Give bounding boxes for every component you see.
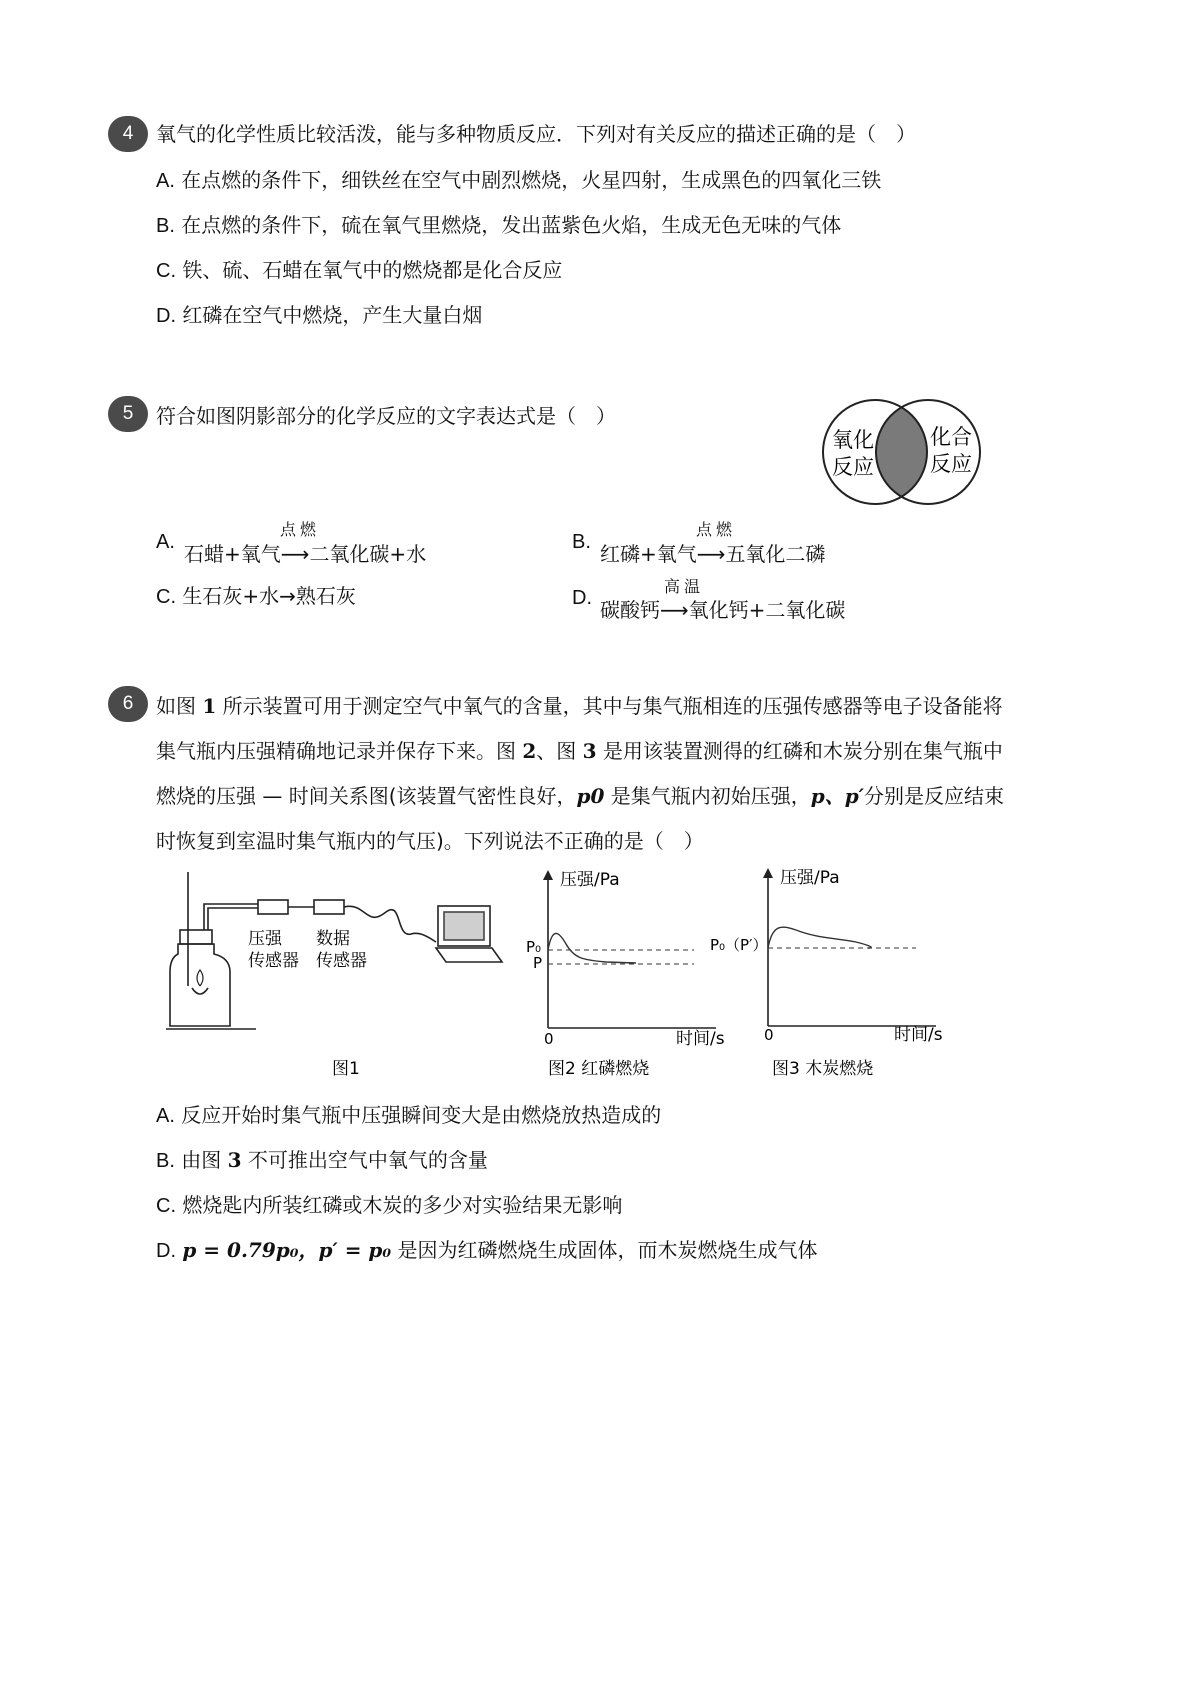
option-text: 铁、硫、石蜡在氧气中的燃烧都是化合反应 bbox=[182, 258, 563, 282]
laptop-keyboard bbox=[436, 948, 502, 962]
reactants: 生石灰+水 bbox=[182, 584, 280, 608]
option-text: 在点燃的条件下，硫在氧气里燃烧，发出蓝紫色火焰，生成无色无味的气体 bbox=[181, 213, 842, 237]
p-label: P bbox=[533, 954, 543, 972]
x-axis-label: 时间/s bbox=[894, 1025, 943, 1045]
figure-ref: 3 bbox=[582, 739, 597, 763]
option-text: 反应开始时集气瓶中压强瞬间变大是由燃烧放热造成的 bbox=[181, 1103, 662, 1127]
option-label: A. bbox=[156, 531, 175, 553]
pressure-time-graph-charcoal bbox=[710, 868, 943, 1078]
venn-right-label-2: 反应 bbox=[930, 452, 972, 476]
option-label: B. bbox=[572, 531, 591, 553]
figure-ref: 2 bbox=[522, 739, 537, 763]
y-axis-label: 压强/Pa bbox=[560, 870, 620, 890]
question-stem: 符合如图阴影部分的化学反应的文字表达式是（ ） bbox=[156, 404, 616, 428]
reaction-arrow: → bbox=[279, 584, 296, 608]
option-text: 红磷在空气中燃烧，产生大量白烟 bbox=[182, 303, 483, 327]
option-d bbox=[156, 301, 482, 330]
question-stem-line-4 bbox=[156, 827, 704, 855]
signal-cable bbox=[344, 906, 436, 942]
option-text: 由图 bbox=[181, 1148, 228, 1172]
reaction-condition: 高温 bbox=[664, 577, 705, 596]
stem-text: 、图 bbox=[536, 739, 583, 763]
question-stem-line-3 bbox=[156, 782, 1004, 810]
products: 二氧化碳+水 bbox=[309, 542, 427, 566]
reaction-arrow: ⟶ bbox=[660, 598, 689, 622]
products: 五氧化二磷 bbox=[725, 542, 826, 566]
products: 熟石灰 bbox=[295, 584, 356, 608]
y-axis-arrow bbox=[543, 870, 553, 880]
option-label: D. bbox=[156, 1240, 176, 1262]
option-d bbox=[156, 1236, 818, 1265]
venn-diagram bbox=[812, 394, 992, 514]
laptop-screen-inner bbox=[444, 912, 484, 940]
option-a bbox=[156, 1101, 661, 1130]
stem-text: 如图 bbox=[156, 694, 203, 718]
reaction-equation bbox=[600, 594, 845, 623]
pressure-sensor-label-2: 传感器 bbox=[248, 951, 299, 971]
option-text: 不可推出空气中氧气的含量 bbox=[241, 1148, 488, 1172]
question-stem-line-2 bbox=[156, 737, 1003, 765]
option-text: 燃烧匙内所装红磷或木炭的多少对实验结果无影响 bbox=[182, 1193, 623, 1217]
option-label: C. bbox=[156, 1195, 176, 1217]
figure-3-caption: 图3 木炭燃烧 bbox=[772, 1059, 874, 1078]
pressure-time-graph-red-phosphorus bbox=[526, 870, 725, 1078]
pressure-curve bbox=[548, 933, 636, 963]
option-label: D. bbox=[156, 305, 176, 327]
option-a bbox=[156, 166, 881, 195]
data-sensor-box bbox=[314, 900, 344, 914]
option-c bbox=[156, 582, 356, 611]
reaction-condition: 点燃 bbox=[696, 520, 737, 539]
stem-text: 燃烧的压强 — 时间关系图(该装置气密性良好， bbox=[156, 784, 577, 808]
figure-ref: 3 bbox=[227, 1148, 242, 1172]
x-axis-label: 时间/s bbox=[676, 1029, 725, 1049]
reaction-equation bbox=[184, 538, 426, 567]
question-stem-line-1 bbox=[156, 692, 1003, 720]
option-b bbox=[156, 211, 841, 240]
reaction-arrow: ⟶ bbox=[280, 542, 310, 566]
connecting-tube bbox=[204, 904, 258, 930]
experiment-figure bbox=[156, 868, 956, 1078]
option-c bbox=[156, 1191, 622, 1220]
products: 氧化钙+二氧化碳 bbox=[688, 598, 846, 622]
flame-icon bbox=[197, 970, 203, 986]
option-text: 是因为红磷燃烧生成固体，而木炭燃烧生成气体 bbox=[391, 1238, 818, 1262]
reaction-arrow: ⟶ bbox=[696, 542, 726, 566]
option-label: C. bbox=[156, 260, 176, 282]
venn-right-label-1: 化合 bbox=[930, 425, 972, 449]
option-label: C. bbox=[156, 586, 176, 608]
p0-label: P₀ bbox=[526, 938, 542, 956]
stem-text: 分别是反应结束 bbox=[864, 784, 1005, 808]
y-axis-arrow bbox=[763, 868, 773, 878]
origin-label: 0 bbox=[764, 1026, 774, 1044]
option-label: B. bbox=[156, 1150, 175, 1172]
option-label: A. bbox=[156, 1105, 175, 1127]
pressure-curve bbox=[768, 927, 871, 948]
math-expression: p = 0.79p₀，p′ = p₀ bbox=[182, 1238, 392, 1262]
combustion-spoon bbox=[192, 988, 208, 994]
stem-text: 是用该装置测得的红磷和木炭分别在集气瓶中 bbox=[596, 739, 1003, 763]
figure-ref: 1 bbox=[202, 694, 217, 718]
stem-text: 时恢复到室温时集气瓶内的气压)。下列说法不正确的是（ ） bbox=[156, 829, 704, 853]
reactants: 石蜡+氧气 bbox=[184, 542, 281, 566]
venn-left-label-1: 氧化 bbox=[832, 428, 874, 452]
option-text: 在点燃的条件下，细铁丝在空气中剧烈燃烧，火星四射，生成黑色的四氧化三铁 bbox=[181, 168, 882, 192]
question-number-badge: 6 bbox=[108, 686, 148, 722]
math-symbol: p、p′ bbox=[810, 784, 865, 808]
bottle-stopper bbox=[180, 930, 212, 944]
option-c bbox=[156, 256, 562, 285]
figure-1-caption: 图1 bbox=[332, 1059, 360, 1078]
reactants: 碳酸钙 bbox=[600, 598, 660, 622]
option-label: A. bbox=[156, 170, 175, 192]
math-symbol: p0 bbox=[576, 784, 605, 808]
option-b bbox=[156, 1146, 488, 1175]
reaction-equation bbox=[600, 538, 825, 567]
option-label: B. bbox=[156, 215, 175, 237]
question-stem: 氧气的化学性质比较活泼，能与多种物质反应．下列对有关反应的描述正确的是（ ） bbox=[156, 122, 916, 146]
question-number-badge: 5 bbox=[108, 396, 148, 432]
p0-label: P₀（P′） bbox=[710, 936, 768, 954]
stem-text: 集气瓶内压强精确地记录并保存下来。图 bbox=[156, 739, 523, 763]
venn-left-label-2: 反应 bbox=[832, 455, 874, 479]
stem-text: 所示装置可用于测定空气中氧气的含量，其中与集气瓶相连的压强传感器等电子设备能将 bbox=[216, 694, 1003, 718]
question-number-badge: 4 bbox=[108, 116, 148, 152]
figure-2-caption: 图2 红磷燃烧 bbox=[548, 1059, 650, 1078]
reaction-condition: 点燃 bbox=[280, 520, 321, 539]
data-sensor-label-1: 数据 bbox=[316, 929, 350, 949]
pressure-sensor-box bbox=[258, 900, 288, 914]
data-sensor-label-2: 传感器 bbox=[316, 951, 367, 971]
option-label: D. bbox=[572, 587, 592, 609]
stem-text: 是集气瓶内初始压强， bbox=[604, 784, 811, 808]
pressure-sensor-label-1: 压强 bbox=[248, 929, 282, 949]
reactants: 红磷+氧气 bbox=[600, 542, 697, 566]
origin-label: 0 bbox=[544, 1030, 554, 1048]
y-axis-label: 压强/Pa bbox=[780, 868, 840, 888]
